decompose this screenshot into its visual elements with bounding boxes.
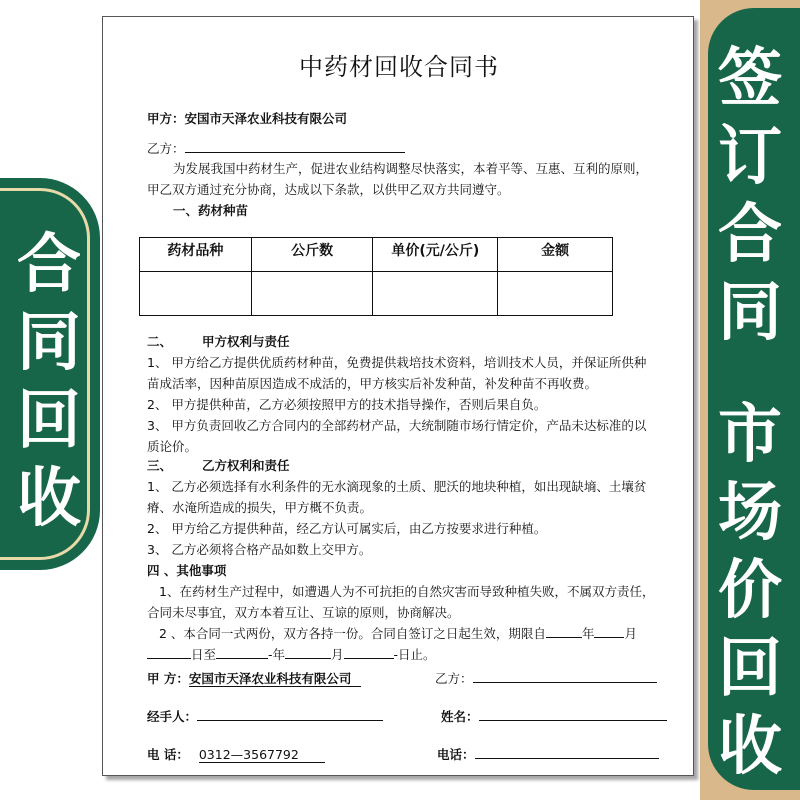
term-text: 日至 [191,647,217,662]
right-banner-char: 场 [718,476,782,550]
signature-label: 乙方： [435,671,473,686]
right-banner-char: 收 [718,710,782,784]
clause-line: 合同未尽事宜，双方本着互让、互谅的原则，协商解决。 [147,605,460,620]
right-banner-char: 订 [718,120,782,194]
party-a-name: 安国市天泽农业科技有限公司 [184,111,348,126]
table-cell [498,272,613,316]
herb-seedling-table [139,237,613,316]
signature-label: 电话： [437,747,475,762]
clause-line: 2、 甲方提供种苗，乙方必须按照甲方的技术指导操作，否则后果自负。 [147,397,547,412]
left-banner-text [6,226,92,538]
left-banner-char: 回 [17,384,81,458]
right-banner-text [702,40,798,786]
term-text: -年 [268,647,286,662]
blank [285,647,331,659]
party-a-label: 甲方： [147,111,185,126]
signature-blank [479,709,667,721]
term-text: -日止。 [393,647,436,662]
right-banner [700,0,800,800]
clause-line: 瘠、水淹所造成的损失，甲方概不负责。 [147,500,373,515]
right-banner-char: 同 [718,276,782,350]
left-banner-char: 收 [17,462,81,536]
table-header-row [140,238,613,272]
signature-party-b [435,669,657,687]
intro-line: 甲乙双方通过充分协商，达成以下条款，以供甲乙双方共同遵守。 [147,182,510,197]
section-number: 三、 [147,458,173,473]
party-b-label: 乙方： [147,141,185,156]
signature-handler [147,707,383,725]
left-banner-char: 合 [17,228,81,302]
signature-name [441,707,667,725]
term-text: 2 、本合同一式两份，双方各持一份。合同自签订之日起生效，期限自 [159,626,546,641]
section-heading: 一、药材种苗 [173,203,249,218]
table-header: 单价(元/公斤) [373,238,498,272]
right-banner-char: 合 [718,198,782,272]
blank [546,626,582,638]
signature-label: 电 话： [147,747,189,762]
signature-party-a [147,669,361,687]
signature-label: 甲 方： [147,671,189,686]
signature-blank [473,671,657,683]
left-banner-char: 同 [17,306,81,380]
blank [344,647,394,659]
right-banner-char: 市 [718,398,782,472]
section-heading [147,332,290,350]
table-cell [251,272,373,316]
right-banner-char: 签 [718,42,782,116]
signature-label: 经手人： [147,709,198,724]
party-b-line [147,139,405,157]
table-header: 公斤数 [251,238,373,272]
party-a-line [147,109,347,127]
term-line [147,645,436,663]
section-title: 甲方权利与责任 [202,334,290,349]
document-title: 中药材回收合同书 [299,53,499,81]
term-text: 月 [331,647,344,662]
table-cell [373,272,498,316]
clause-line: 1、 乙方必须选择有水利条件的无水滴现象的土质、肥沃的地块种植，如出现缺墒、土壤贫 [147,479,647,494]
signature-blank [197,709,383,721]
right-banner-char: 价 [718,554,782,628]
clause-line: 质论价。 [147,439,198,454]
section-heading [147,456,290,474]
signature-phone-b [437,745,659,763]
contract-document [102,16,694,776]
section-number: 二、 [147,334,173,349]
table-header: 金额 [498,238,613,272]
section-heading: 四 、其他事项 [147,563,227,578]
signature-phone-a [147,745,325,763]
intro-line: 为发展我国中药材生产，促进农业结构调整尽快落实，本着平等、互惠、互利的原则， [173,161,649,176]
clause-line: 1、 甲方给乙方提供优质药材种苗，免费提供栽培技术资料，培训技术人员，并保证所供种 [147,355,647,370]
clause-line: 苗成活率，因种苗原因造成不成活的，甲方核实后补发种苗，补发种苗不再收费。 [147,376,598,391]
left-banner [0,178,100,570]
signature-company: 安国市天泽农业科技有限公司 [189,671,362,687]
clause-line: 1、在药材生产过程中，如遭遇人为不可抗拒的自然灾害而导致种植失败，不属双方责任， [159,584,655,599]
signature-label: 姓名： [441,709,479,724]
party-b-blank [185,141,405,153]
right-banner-char: 回 [718,632,782,706]
table-row [140,272,613,316]
blank [216,647,268,659]
blank [147,647,191,659]
clause-line: 3、 乙方必须将合格产品如数上交甲方。 [147,542,372,557]
blank [594,626,624,638]
table-cell [140,272,252,316]
table-header: 药材品种 [140,238,252,272]
term-line [159,624,637,642]
clause-line: 3、 甲方负责回收乙方合同内的全部药材产品，大统制随市场行情定价，产品未达标准的以 [147,418,647,433]
term-text: 年 [581,626,595,641]
section-title: 乙方权利和责任 [202,458,290,473]
signature-blank [475,747,659,759]
phone-number: 0312—3567792 [199,747,325,763]
term-text: 月 [624,626,637,641]
clause-line: 2、 甲方给乙方提供种苗，经乙方认可属实后，由乙方按要求进行种植。 [147,521,547,536]
